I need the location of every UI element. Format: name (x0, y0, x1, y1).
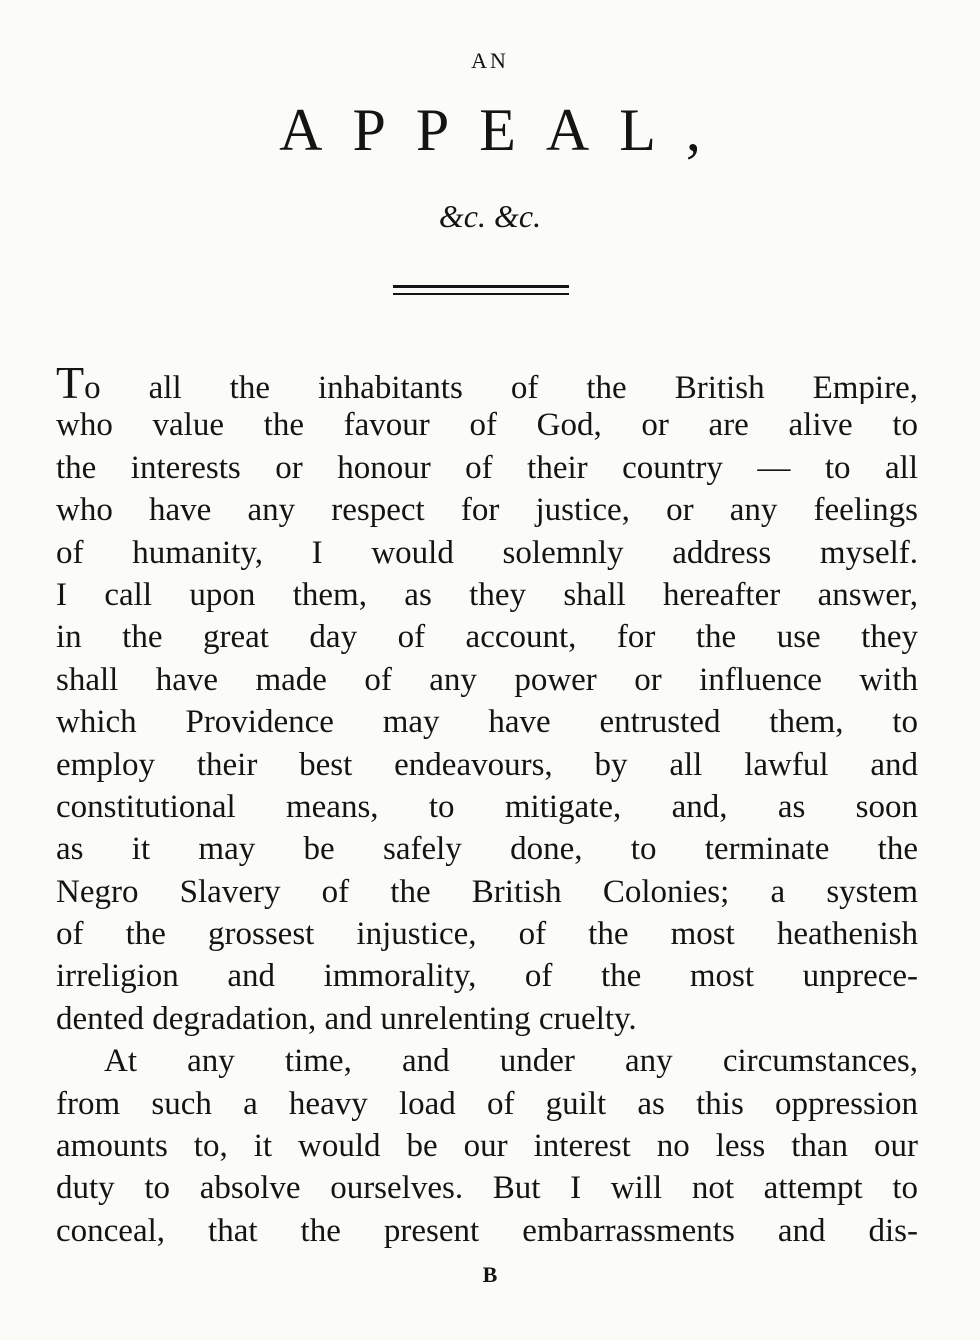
rule-line-thick (393, 285, 569, 288)
paragraph-line: shall have made of any power or influence with (56, 661, 918, 698)
double-rule-divider (393, 285, 569, 297)
paragraph-line: constitutional means, to mitigate, and, as soon (56, 788, 918, 825)
paragraph-line: who have any respect for justice, or any feelings (56, 492, 918, 529)
signature-mark: B (482, 1262, 498, 1287)
paragraph-line: irreligion and immorality, of the most unprece- (56, 958, 918, 995)
body-text (56, 362, 918, 1252)
page-subtitle: &c. &c. (438, 198, 542, 234)
paragraph-line: duty to absolve ourselves. But I will not attempt to (56, 1170, 918, 1207)
first-line-text: o all the inhabitants of the British Empire, (84, 370, 918, 405)
paragraph-line: who value the favour of God, or are alive to (56, 407, 918, 444)
paragraph-line: from such a heavy load of guilt as this oppression (56, 1085, 918, 1122)
paragraph-line: the interests or honour of their country — to all (56, 449, 918, 486)
paragraph-line: in the great day of account, for the use they (56, 619, 918, 656)
paragraph-line: conceal, that the present embarrassments and dis- (56, 1212, 918, 1249)
paragraph-line: I call upon them, as they shall hereafter answer, (56, 576, 918, 613)
page-title: APPEAL, (279, 97, 731, 163)
paragraph-line: At any time, and under any circumstances, (104, 1043, 918, 1080)
header-an: AN (471, 48, 509, 73)
drop-cap: T (56, 362, 85, 405)
paragraph-line: of humanity, I would solemnly address myself. (56, 534, 918, 571)
paragraph-line: dented degradation, and unrelenting cruelty. (56, 1000, 637, 1037)
paragraph-line: as it may be safely done, to terminate the (56, 831, 918, 868)
paragraph-line: which Providence may have entrusted them, to (56, 704, 918, 741)
paragraph-line: amounts to, it would be our interest no less than our (56, 1128, 918, 1165)
paragraph-line: of the grossest injustice, of the most heathenish (56, 916, 918, 953)
paragraph-line (56, 362, 918, 404)
paragraph-line: Negro Slavery of the British Colonies; a system (56, 873, 918, 910)
paragraph-line: employ their best endeavours, by all lawful and (56, 746, 918, 783)
rule-line-thin (393, 293, 569, 295)
